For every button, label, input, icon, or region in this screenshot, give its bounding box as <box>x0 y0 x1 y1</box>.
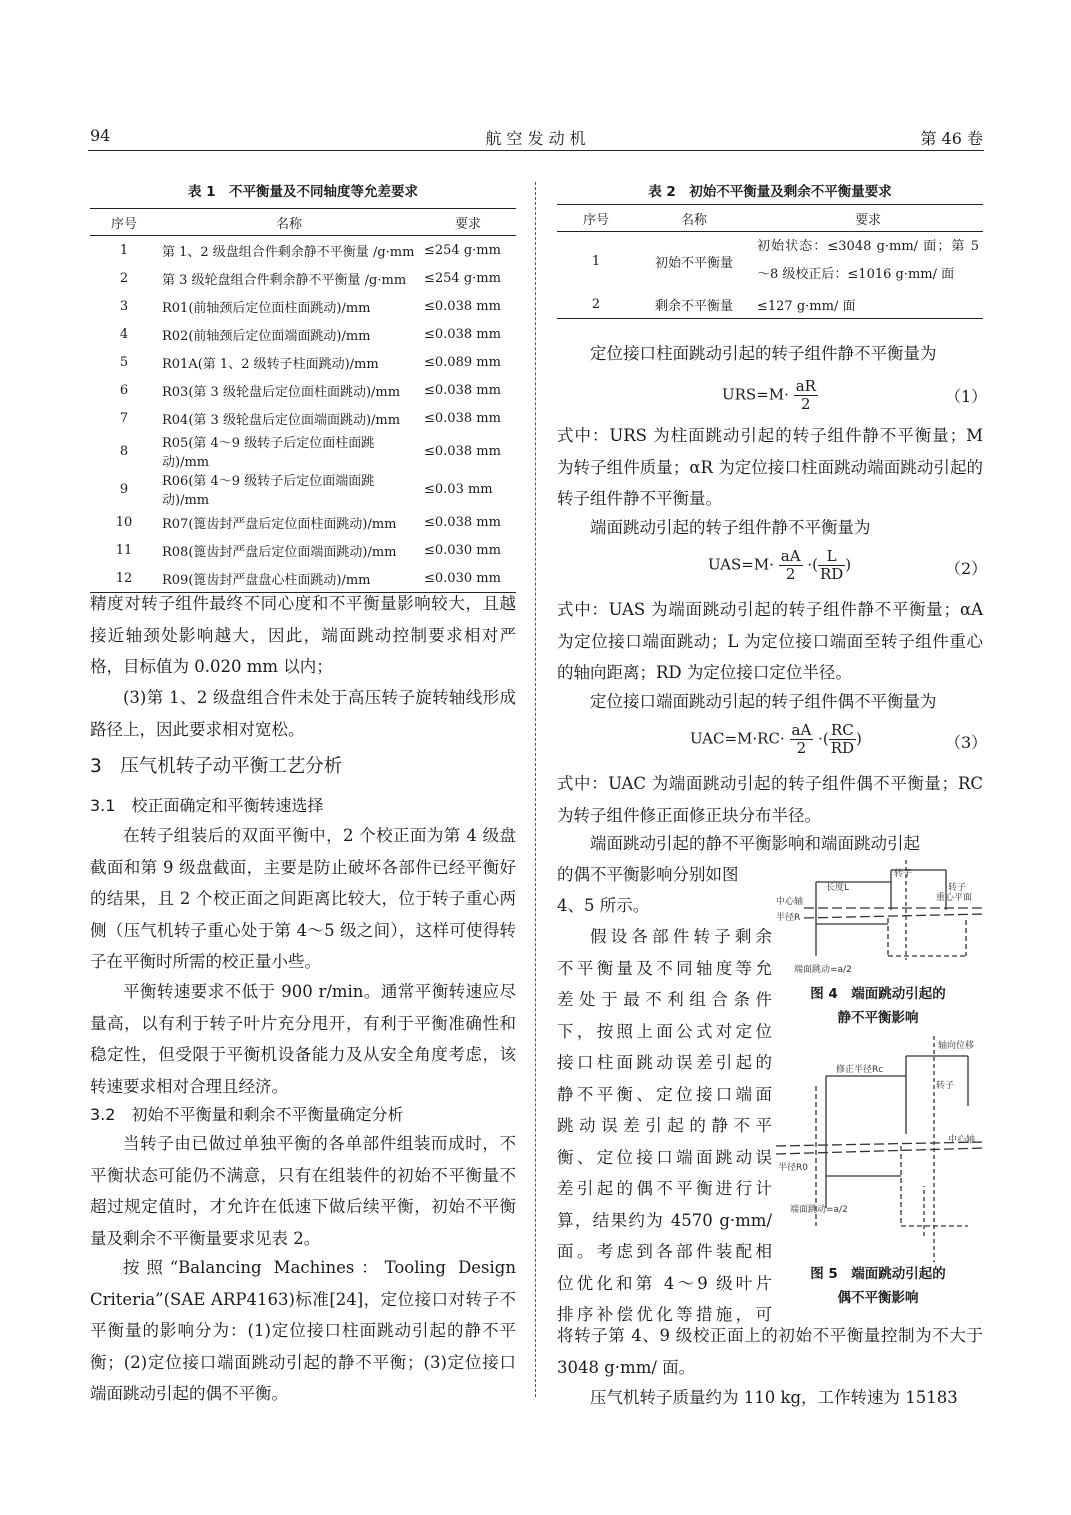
table1-row <box>90 320 516 348</box>
table1-header-no: 序号 <box>90 209 158 236</box>
right-paragraph-8-line: 不平衡量及不同轴度等允 <box>557 958 772 978</box>
equation-2-number: （2） <box>945 559 988 578</box>
equation-1-number: （1） <box>945 387 988 406</box>
column-divider <box>535 182 536 1397</box>
fig4-label-rotor-1: 转子 <box>894 869 913 879</box>
right-paragraph-3: 端面跳动引起的转子组件静不平衡量为 <box>590 518 871 537</box>
eq2-denominator-2: RD <box>819 565 844 583</box>
fig5-label-runout: 端面跳动=a/2 <box>790 1205 848 1215</box>
table2 <box>557 204 983 319</box>
section-3-1-heading: 3.1 校正面确定和平衡转速选择 <box>90 796 324 815</box>
equation-3: UAC=M·RC· $\frac{aA}{2}$ ·( $\frac{RC}{RD}$ ) <box>690 721 862 757</box>
table1-row <box>90 376 516 404</box>
table1-row <box>90 508 516 536</box>
table1-cell-no: 9 <box>119 481 129 497</box>
volume-label: 第 46 卷 <box>920 129 983 148</box>
right-paragraph-8-line: 假设各部件转子剩余 <box>590 927 772 946</box>
section-3-2-heading: 3.2 初始不平衡量和剩余不平衡量确定分析 <box>90 1105 404 1124</box>
table1-cell-no: 2 <box>119 270 129 286</box>
right-paragraph-4: 式中：UAS 为端面跳动引起的转子组件静不平衡量；αA 为定位接口端面跳动；L 为定位接口端面至转子组件重心的轴向距离；RD 为定位接口定位半径。 <box>557 600 983 682</box>
table1-cell-no: 11 <box>115 542 133 558</box>
fig4-label-axis: 中心轴 <box>776 897 804 907</box>
table1-cell-req: ≤0.038 mm <box>424 410 501 426</box>
right-paragraph-7b: 的偶不平衡影响分别如图 <box>557 865 739 884</box>
equation-2: UAS=M· $\frac{aA}{2}$ ·( $\frac{L}{RD}$ ) <box>708 547 852 583</box>
table1-cell-req: ≤0.089 mm <box>424 354 501 370</box>
table1-cell-name: R02(前轴颈后定位面端面跳动)/mm <box>162 328 371 344</box>
journal-title: 航 空 发 动 机 <box>485 129 586 148</box>
eq3-lhs: UAC=M·RC· <box>690 729 785 748</box>
table1-header-name: 名称 <box>158 209 420 236</box>
fig5-label-rotor: 转子 <box>936 1081 955 1091</box>
fig4-label-rotor-2: 转子 <box>948 883 967 893</box>
right-paragraph-8-line: 静不平衡、定位接口端面 <box>557 1084 772 1104</box>
figure-4-caption-line-2: 静不平衡影响 <box>837 1010 919 1026</box>
table1-cell-req: ≤0.038 mm <box>424 514 501 530</box>
table1-cell-name: R07(篦齿封严盘后定位面柱面跳动)/mm <box>162 516 397 532</box>
fig5-label-correction-radius: 修正半径Rc <box>836 1065 884 1075</box>
right-paragraph-7a: 端面跳动引起的静不平衡影响和端面跳动引起 <box>590 834 920 853</box>
table1-cell-req: ≤0.038 mm <box>424 298 501 314</box>
right-paragraph-8-line: 下，按照上面公式对定位 <box>557 1021 772 1041</box>
table1-row <box>90 404 516 432</box>
fig4-label-radius: 半径R <box>776 913 801 923</box>
table1-row <box>90 264 516 292</box>
right-paragraph-8-line: 排序补偿优化等措施，可 <box>557 1305 772 1324</box>
table2-cell-name: 初始不平衡量 <box>654 255 733 271</box>
table1-cell-no: 12 <box>115 570 133 586</box>
table1-cell-req: ≤0.03 mm <box>424 481 493 497</box>
table1-cell-name: 第 1、2 级盘组合件剩余静不平衡量 /g·mm <box>162 244 415 260</box>
eq1-numerator: aR <box>795 377 816 395</box>
left-paragraph-6: 按照“Balancing Machines：Tooling Design Criteria”(SAE ARP4163)标准[24]，定位接口对转子不平衡量的影响分为：(1)定位接口柱面跳动引起的静不平衡；(2)定位接口端面跳动引起的静不平衡；(3)定位接口端面跳动引起的偶不平衡。 <box>90 1258 516 1403</box>
table1-cell-name: R03(第 3 级轮盘后定位面柱面跳动)/mm <box>162 384 401 400</box>
figure-5-caption <box>778 1262 978 1310</box>
table1-caption: 表 1 不平衡量及不同轴度等允差要求 <box>187 184 419 200</box>
table1-cell-no: 6 <box>119 382 129 398</box>
table1-cell-name: R04(第 3 级轮盘后定位面端面跳动)/mm <box>162 412 401 428</box>
right-paragraph-5: 定位接口端面跳动引起的转子组件偶不平衡量为 <box>590 692 937 711</box>
eq3-denominator-1: 2 <box>796 739 807 757</box>
right-paragraph-10: 压气机转子质量约为 110 kg，工作转速为 15183 <box>590 1388 958 1407</box>
table2-caption: 表 2 初始不平衡量及剩余不平衡量要求 <box>648 184 892 200</box>
figure-4-caption <box>778 982 978 1030</box>
fig5-label-axial-shift: 轴向位移 <box>938 1041 975 1051</box>
table2-cell-no: 1 <box>591 253 601 269</box>
table1-row <box>90 292 516 320</box>
right-paragraph-8-line: 位优化和第 4～9 级叶片 <box>557 1273 772 1293</box>
eq2-numerator-2: L <box>818 548 845 566</box>
table2-header-name: 名称 <box>635 205 753 232</box>
table2-row <box>557 232 983 291</box>
table1-cell-no: 3 <box>119 298 129 314</box>
fig4-label-runout: 端面跳动=a/2 <box>794 965 852 975</box>
figure-5-diagram <box>776 1036 986 1262</box>
table1-row <box>90 432 516 470</box>
fig5-label-radius: 半径R0 <box>778 1163 808 1173</box>
table1-row <box>90 536 516 564</box>
right-paragraph-1: 定位接口柱面跳动引起的转子组件静不平衡量为 <box>590 344 937 363</box>
left-paragraph-1: 精度对转子组件最终不同心度和不平衡量影响较大，且越接近轴颈处影响越大，因此，端面跳动控制要求相对严格，目标值为 0.020 mm 以内； <box>90 594 516 676</box>
fig4-label-length: 长度L <box>826 883 850 893</box>
table1-cell-name: 第 3 级轮盘组合件剩余静不平衡量 /g·mm <box>162 272 407 288</box>
table1-cell-req: ≤0.038 mm <box>424 382 501 398</box>
figure-5-caption-line-1: 图 5 端面跳动引起的 <box>810 1266 946 1282</box>
eq1-lhs: URS=M· <box>722 385 789 404</box>
table1-cell-no: 8 <box>119 443 129 459</box>
eq3-numerator-1: aA <box>791 721 812 739</box>
fig5-label-axis: 中心轴 <box>948 1135 976 1145</box>
right-paragraph-9: 将转子第 4、9 级校正面上的初始不平衡量控制为不大于 3048 g·mm/ 面。 <box>557 1326 983 1377</box>
equation-1 <box>722 378 818 413</box>
figure-4-diagram <box>776 860 986 976</box>
eq3-numerator-2: RC <box>829 722 856 740</box>
page-number: 94 <box>90 126 111 145</box>
left-paragraph-3: 在转子组装后的双面平衡中，2 个校正面为第 4 级盘截面和第 9 级盘截面，主要是防止破坏各部件已经平衡好的结果，且 2 个校正面之间距离比较大，位于转子重心两侧（压气机转子重心处于第 4～5 级之间），这样可使得转子在平衡时所需的校正量小些。 <box>90 826 516 971</box>
table1-cell-name: R09(篦齿封严盘盘心柱面跳动)/mm <box>162 572 371 588</box>
figure-4-caption-line-1: 图 4 端面跳动引起的 <box>810 986 946 1002</box>
right-paragraph-8-line: 跳动误差引起的静不平 <box>557 1116 772 1135</box>
table1-cell-req: ≤254 g·mm <box>424 242 501 258</box>
right-paragraph-8-line: 差引起的偶不平衡进行计 <box>557 1179 772 1198</box>
table1-cell-no: 7 <box>119 410 129 426</box>
table1-cell-req: ≤0.038 mm <box>424 443 501 459</box>
table1-cell-no: 5 <box>119 354 129 370</box>
header-rule <box>88 150 984 151</box>
eq1-denominator: 2 <box>801 395 811 413</box>
right-paragraph-7c: 4、5 所示。 <box>557 896 650 915</box>
table2-cell-no: 2 <box>591 296 601 312</box>
right-paragraph-2: 式中：URS 为柱面跳动引起的转子组件静不平衡量；M 为转子组件质量；αR 为定位接口柱面跳动端面跳动引起的转子组件静不平衡量。 <box>557 426 983 508</box>
table1-header-req: 要求 <box>420 209 516 236</box>
table1-row <box>90 348 516 376</box>
figure-5-caption-line-2: 偶不平衡影响 <box>837 1290 919 1306</box>
eq2-denominator-1: 2 <box>785 565 796 583</box>
right-paragraph-8-line: 算，结果约为 4570 g·mm/ <box>557 1210 772 1230</box>
table1-cell-req: ≤0.038 mm <box>424 326 501 342</box>
right-paragraph-6: 式中：UAC 为端面跳动引起的转子组件偶不平衡量；RC 为转子组件修正面修正块分布半径。 <box>557 774 983 825</box>
table1-cell-name: R06(第 4～9 级转子后定位面端面跳动)/mm <box>162 474 375 508</box>
table2-row <box>557 290 983 319</box>
table1-cell-no: 4 <box>119 326 129 342</box>
right-paragraph-8 <box>557 921 772 1331</box>
table1-cell-name: R05(第 4～9 级转子后定位面柱面跳动)/mm <box>162 436 375 470</box>
table2-cell-name: 剩余不平衡量 <box>654 298 733 314</box>
table1-row <box>90 236 516 265</box>
left-paragraph-2: (3)第 1、2 级盘组合件未处于高压转子旋转轴线形成路径上，因此要求相对宽松。 <box>90 688 516 739</box>
right-paragraph-8-line: 面。考虑到各部件装配相 <box>557 1242 772 1261</box>
table2-cell-req: ≤127 g·mm/ 面 <box>757 298 856 314</box>
left-paragraph-5: 当转子由已做过单独平衡的各单部件组装而成时，不平衡状态可能仍不满意，只有在组装件的初始不平衡量不超过规定值时，才允许在低速下做后续平衡，初始不平衡量及剩余不平衡量要求见表 2。 <box>90 1134 516 1248</box>
equation-3-number: （3） <box>945 733 988 752</box>
table1-cell-no: 1 <box>119 242 129 258</box>
table1-cell-req: ≤0.030 mm <box>424 542 501 558</box>
table2-cell-req: 初始状态：≤3048 g·mm/ 面；第 5～8 级校正后：≤1016 g·mm/ 面 <box>757 239 979 282</box>
eq3-denominator-2: RD <box>830 739 855 757</box>
fig4-label-cg-plane: 重心平面 <box>936 893 973 903</box>
table1-cell-req: ≤254 g·mm <box>424 270 501 286</box>
section-3-heading: 3 压气机转子动平衡工艺分析 <box>90 756 343 777</box>
table1 <box>90 208 516 593</box>
table1-cell-req: ≤0.030 mm <box>424 570 501 586</box>
table1-cell-name: R01(前轴颈后定位面柱面跳动)/mm <box>162 300 371 316</box>
table1-cell-name: R01A(第 1、2 级转子柱面跳动)/mm <box>162 356 379 372</box>
left-paragraph-4: 平衡转速要求不低于 900 r/min。通常平衡转速应尽量高，以有利于转子叶片充分甩开，有利于平衡准确性和稳定性，但受限于平衡机设备能力及从安全角度考虑，该转速要求相对合理且经济。 <box>90 982 516 1096</box>
table2-header-req: 要求 <box>753 205 983 232</box>
right-paragraph-8-line: 接口柱面跳动误差引起的 <box>557 1053 772 1072</box>
table1-row <box>90 470 516 508</box>
right-paragraph-8-line: 差处于最不利组合条件 <box>557 990 772 1009</box>
table1-cell-name: R08(篦齿封严盘后定位面端面跳动)/mm <box>162 544 397 560</box>
eq2-numerator-1: aA <box>780 547 801 565</box>
table2-header-no: 序号 <box>557 205 635 232</box>
eq2-lhs: UAS=M· <box>708 555 774 574</box>
table1-cell-no: 10 <box>115 514 133 530</box>
right-paragraph-8-line: 衡、定位接口端面跳动误 <box>557 1147 772 1167</box>
